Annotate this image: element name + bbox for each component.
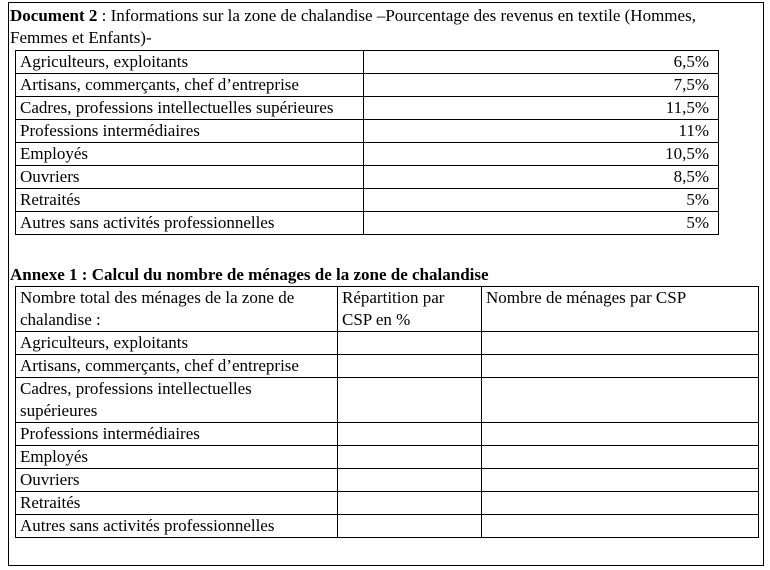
table-row [16,212,719,235]
csp-label: Employés [16,143,364,166]
document-heading-text: : Informations sur la zone de chalandise –Pourcentage des revenus en textile (Hommes, Femmes et Enfants)- [10,6,696,47]
csp-label: Retraités [16,189,364,212]
distribution-cell[interactable] [338,378,482,423]
document-heading [10,5,755,49]
distribution-cell[interactable] [338,355,482,378]
csp-label: Ouvriers [16,469,338,492]
csp-label: Autres sans activités professionnelles [16,515,338,538]
annex-title: Annexe 1 : Calcul du nombre de ménages de la zone de chalandise [10,265,489,284]
csp-label: Ouvriers [16,166,364,189]
percentage-value: 11% [364,120,719,143]
distribution-cell[interactable] [338,469,482,492]
households-cell[interactable] [482,446,759,469]
table-row [16,492,759,515]
table-row [16,332,759,355]
income-percentage-table [15,50,719,235]
distribution-cell[interactable] [338,492,482,515]
table-row [16,423,759,446]
csp-label: Autres sans activités professionnelles [16,212,364,235]
distribution-cell[interactable] [338,423,482,446]
csp-label: Retraités [16,492,338,515]
table-row [16,143,719,166]
csp-label: Professions intermédiaires [16,423,338,446]
table-row [16,446,759,469]
header-households-per-csp: Nombre de ménages par CSP [482,287,759,332]
header-total-households: Nombre total des ménages de la zone de chalandise : [16,287,338,332]
households-cell[interactable] [482,515,759,538]
percentage-value: 11,5% [364,97,719,120]
csp-label: Artisans, commerçants, chef d’entreprise [16,74,364,97]
household-calculation-table [15,286,759,538]
table-row [16,469,759,492]
table-row [16,355,759,378]
percentage-value: 5% [364,212,719,235]
csp-label: Cadres, professions intellectuelles supérieures [16,97,364,120]
csp-label: Employés [16,446,338,469]
percentage-value: 7,5% [364,74,719,97]
table-row [16,378,759,423]
table-header-row [16,287,759,332]
percentage-value: 5% [364,189,719,212]
csp-label: Professions intermédiaires [16,120,364,143]
csp-label: Artisans, commerçants, chef d’entreprise [16,355,338,378]
table-row [16,166,719,189]
distribution-cell[interactable] [338,332,482,355]
table-row [16,97,719,120]
distribution-cell[interactable] [338,515,482,538]
households-cell[interactable] [482,378,759,423]
households-cell[interactable] [482,492,759,515]
percentage-value: 6,5% [364,51,719,74]
header-distribution: Répartition par CSP en % [338,287,482,332]
percentage-value: 10,5% [364,143,719,166]
table-row [16,189,719,212]
households-cell[interactable] [482,355,759,378]
percentage-value: 8,5% [364,166,719,189]
households-cell[interactable] [482,423,759,446]
distribution-cell[interactable] [338,446,482,469]
table-row [16,120,719,143]
households-cell[interactable] [482,469,759,492]
csp-label: Cadres, professions intellectuelles supérieures [16,378,338,423]
csp-label: Agriculteurs, exploitants [16,332,338,355]
document-label: Document 2 [10,6,98,25]
csp-label: Agriculteurs, exploitants [16,51,364,74]
table-row [16,51,719,74]
households-cell[interactable] [482,332,759,355]
table-row [16,74,719,97]
table-row [16,515,759,538]
